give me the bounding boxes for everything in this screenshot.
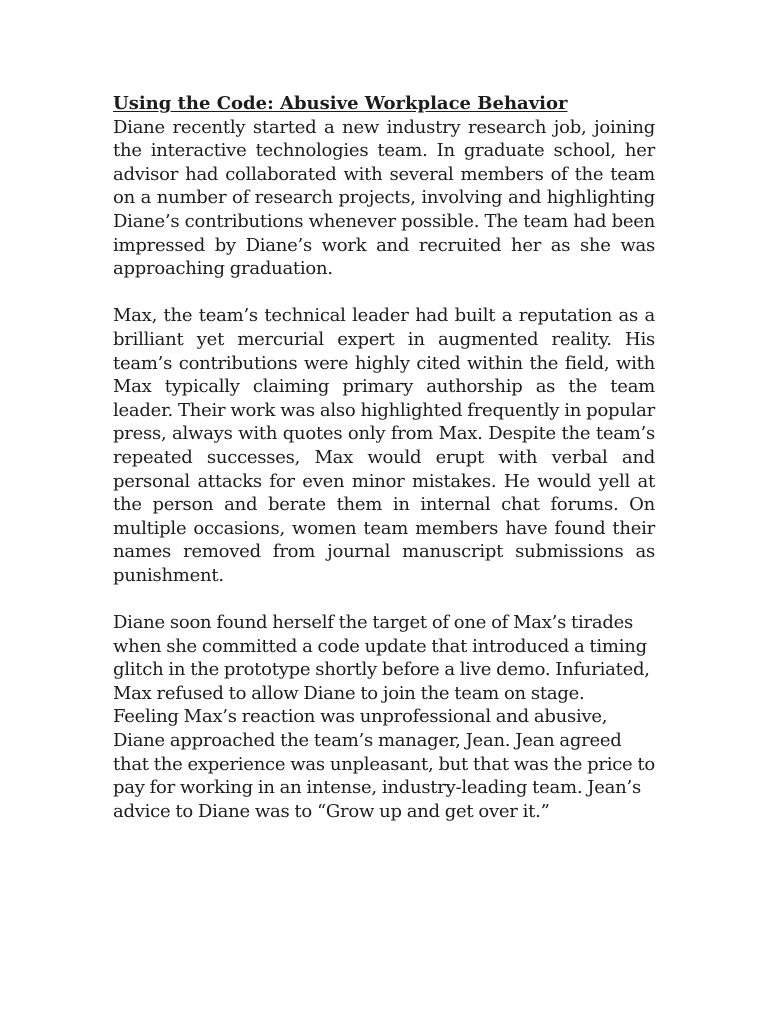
paragraph-3: Diane soon found herself the target of one of Max’s tirades when she committed a code update that introduced a timing glitch in the prototype shortly before a live demo. Infuriated, Max refused to allow Diane to join the team on stage. Feeling Max’s reaction was unprofessional and abusive, Diane approached the team’s manager, Jean. Jean agreed that the experience was unpleasant, but that was the price to pay for working in an intense, industry-leading team. Jean’s advice to Diane was to “Grow up and get over it.” <box>113 612 655 822</box>
document-page <box>113 92 655 823</box>
paragraph-2: Max, the team’s technical leader had built a reputation as a brilliant yet mercurial expert in augmented reality. His team’s contributions were highly cited within the field, with Max typically claiming primary authorship as the team leader. Their work was also highlighted frequently in popular press, always with quotes only from Max. Despite the team’s repeated successes, Max would erupt with verbal and personal attacks for even minor mistakes. He would yell at the person and berate them in internal chat forums. On multiple occasions, women team members have found their names removed from journal manuscript submissions as punishment. <box>113 305 655 586</box>
document-title: Using the Code: Abusive Workplace Behavior <box>113 93 568 114</box>
paragraph-1: Diane recently started a new industry research job, joining the interactive technologies team. In graduate school, her advisor had collaborated with several members of the team on a number of research projects, involving and highlighting Diane’s contributions whenever possible. The team had been impressed by Diane’s work and recruited her as she was approaching graduation. <box>113 116 655 280</box>
